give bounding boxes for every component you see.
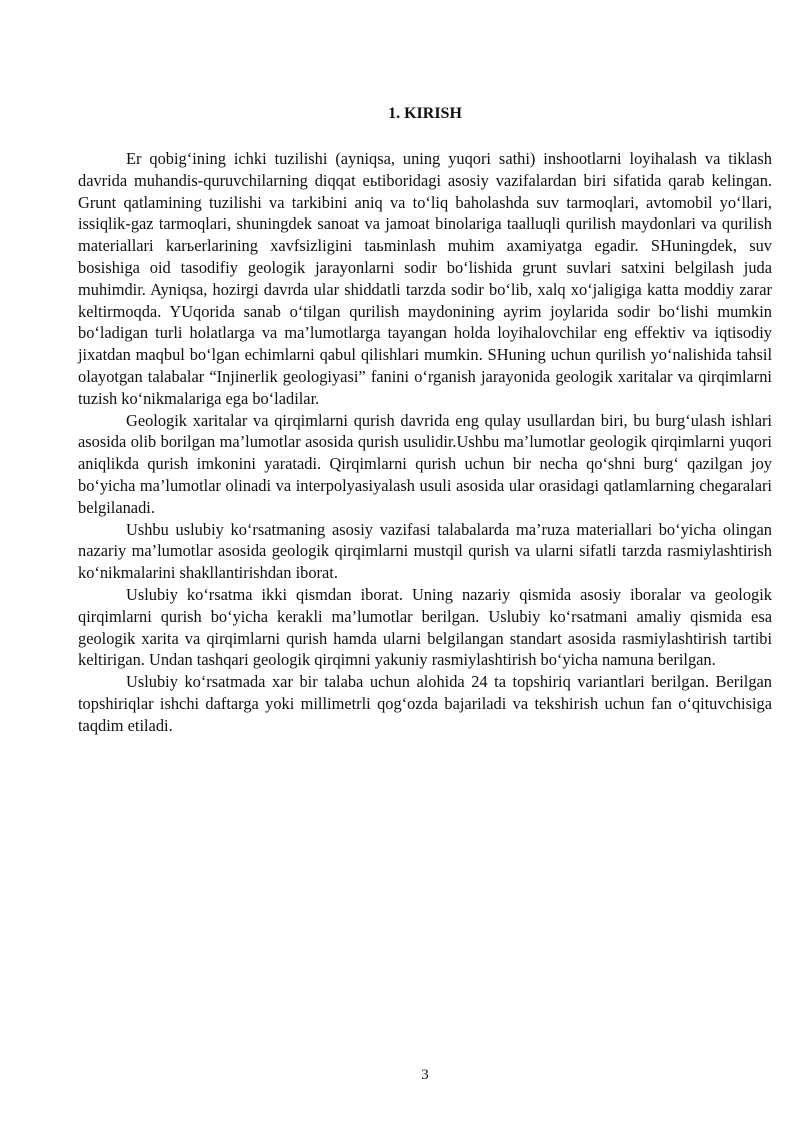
section-heading: 1. KIRISH	[388, 105, 462, 122]
paragraph-5: Uslubiy ko‘rsatmada xar bir talaba uchun alohida 24 ta topshiriq variantlari berilgan. Berilgan topshiriqlar ishchi daftarga yoki millimetrli qog‘ozda bajariladi va tekshirish uchun fan o‘qituvchisiga taqdim etiladi.	[78, 672, 772, 735]
paragraph-2: Geologik xaritalar va qirqimlarni qurish davrida eng qulay usullardan biri, bu burg‘ulash ishlari asosida olib borilgan ma’lumotlar asosida qurish usulidir.Ushbu ma’lumotlar geologik qirqimlarni yuqori aniqlikda qurish imkonini yaratadi. Qirqimlarni qurish uchun bir necha qo‘shni burg‘ qazilgan joy bo‘yicha ma’lumotlar olinadi va interpolyasiyalash usuli asosida ular orasidagi qatlamlarning chegaralari belgilanadi.	[78, 410, 772, 517]
paragraph-1: Er qobig‘ining ichki tuzilishi (ayniqsa, uning yuqori sathi) inshootlarni loyihalash va tiklash davrida muhandis-quruvchilarning diqqat eьtiboridagi asosiy vazifalardan biri sifatida qarab kelingan. Grunt qatlamining tuzilishi va tarkibini aniq va to‘liq baholashda suv tarmoqlari, avtomobil yo‘llari, issiqlik-gaz tarmoqlari, shuningdek sanoat va jamoat binolariga taalluqli qurilish maydonlari va qurilish materiallari karьerlarining xavfsizligini taьminlash muhim axamiyatga egadir. SHuningdek, suv bosishiga oid tasodifiy geologik jarayonlarni sodir bo‘lishida grunt suvlari satxini belgilash juda muhimdir. Ayniqsa, hozirgi davrda ular shiddatli tarzda sodir bo‘lib, xalq xo‘jaligiga katta moddiy zarar keltirmoqda. YUqorida sanab o‘tilgan qurilish maydonining ayrim joylarida sodir bo‘lishi mumkin bo‘ladigan turli holatlarga va ma’lumotlarga tayangan holda loyihalovchilar eng effektiv va iqtisodiy jixatdan maqbul bo‘lgan echimlarni qabul qilishlari mumkin. SHuning uchun qurilish yo‘nalishida tahsil olayotgan talabalar “Injinerlik geologiyasi” fanini o‘rganish jarayonida geologik xaritalar va qirqimlarni tuzish ko‘nikmalariga ega bo‘ladilar.	[78, 149, 772, 408]
paragraph-3: Ushbu uslubiy ko‘rsatmaning asosiy vazifasi talabalarda ma’ruza materiallari bo‘yicha olingan nazariy ma’lumotlar asosida geologik qirqimlarni mustqil qurish va ularni sifatli tarzda rasmiylashtirish ko‘nikmalarini shakllantirishdan iborat.	[78, 519, 772, 583]
body-text	[78, 148, 772, 737]
paragraph-4: Uslubiy ko‘rsatma ikki qismdan iborat. Uning nazariy qismida asosiy iboralar va geologik qirqimlarni qurish bo‘yicha kerakli ma’lumotlar berilgan. Uslubiy ko‘rsatmani amaliy qismida esa geologik xarita va qirqimlarni qurish hamda ularni belgilangan standart asosida rasmiylashtirish tartibi keltirigan. Undan tashqari geologik qirqimni yakuniy rasmiylashtirish bo‘yicha namuna berilgan.	[78, 584, 772, 670]
page-number: 3	[421, 1067, 429, 1083]
